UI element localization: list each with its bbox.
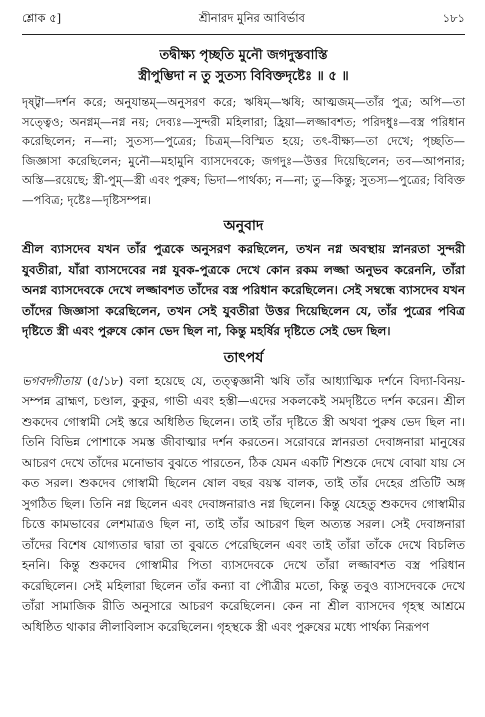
translation-heading: অনুবাদ xyxy=(223,218,264,234)
running-header xyxy=(22,10,465,35)
verse-line-2: স্ত্রীপুম্ভিদা ন তু সুতস্য বিবিক্তদৃষ্টেঃ ॥ ৫ ॥ xyxy=(138,69,349,84)
chapter-title: শ্রীনারদ মুনির আবির্ভাব xyxy=(198,11,305,25)
purport-body: (৫/১৮) বলা হয়েছে যে, তত্ত্বজ্ঞানী ঋষি তাঁর আধ্যাত্মিক দর্শনে বিদ্যা-বিনয়-সম্পন্ন ব্রাহ্মণ, চণ্ডাল, কুকুর, গাভী এবং হস্তী—এদের সকলকেই সমদৃষ্টিতে দর্শন করেন। শ্রীল শুকদেব গোস্বামী সেই স্তরে অধিষ্ঠিত ছিলেন। তাই তাঁর দৃষ্টিতে স্ত্রী অথবা পুরুষ ভেদ ছিল না। তিনি বিভিন্ন পোশাকে সমস্ত জীবাত্মার দর্শন করতেন। সরোবরে স্নানরতা দেবাঙ্গনারা মানুষের আচরণ দেখে তাঁদের মনোভাব বুঝতে পারতেন, ঠিক যেমন একটি শিশুকে দেখে বোঝা যায় সে কত সরল। শুকদেব গোস্বামী ছিলেন ষোল বছর বয়স্ক বালক, তাই তাঁর দেহের প্রতিটি অঙ্গ সুগঠিত ছিল। তিনি নগ্ন ছিলেন এবং দেবাঙ্গনারাও নগ্ন ছিলেন। কিন্তু যেহেতু শুকদেব গোস্বামীর চিত্তে কামভাবের লেশমাত্রও ছিল না, তাই তাঁর আচরণ ছিল অত্যন্ত সরল। সেই দেবাঙ্গনারা তাঁদের বিশেষ যোগ্যতার দ্বারা তা বুঝতে পেরেছিলেন এবং তাই তাঁরা তাঁকে দেখে বিচলিত হননি। কিন্তু শুকদেব গোস্বামীর পিতা ব্যাসদেবকে দেখে তাঁরা লজ্জাবশত বস্ত্র পরিধান করেছিলেন। সেই মহিলারা ছিলেন তাঁর কন্যা বা পৌত্রীর মতো, কিন্তু তবুও ব্যাসদেবকে দেখে তাঁরা সামাজিক রীতি অনুসারে আচরণ করেছিলেন। কেন না শ্রীল ব্যাসদেব গৃহস্থ আশ্রমে অধিষ্ঠিত থাকার লীলাবিলাস করেছিলেন। গৃহস্থকে স্ত্রী এবং পুরুষের মধ্যে পার্থক্য নিরূপণ xyxy=(22,373,465,634)
page-number: ১৮১ xyxy=(442,11,465,25)
sanskrit-verse xyxy=(22,45,465,87)
purport-heading: তাৎপর্য xyxy=(223,349,264,366)
verse-reference: শ্লোক ৫] xyxy=(22,11,62,25)
translation-text: শ্রীল ব্যাসদেব যখন তাঁর পুত্রকে অনুসরণ করছিলেন, তখন নগ্ন অবস্থায় স্নানরতা সুন্দরী যুবতীরা, যাঁরা ব্যাসদেবের নগ্ন যুবক-পুত্রকে দেখে কোন রকম লজ্জা অনুভব করেননি, তাঁরা অনগ্ন ব্যাসদেবকে দেখে লজ্জাবশত তাঁদের বস্ত্র পরিধান করেছিলেন। সেই সম্বন্ধে ব্যাসদেব যখন তাঁদের জিজ্ঞাসা করেছিলেন, তখন সেই যুবতীরা উত্তর দিয়েছিলেন যে, তাঁর পুত্রের পবিত্র দৃষ্টিতে স্ত্রী এবং পুরুষে কোন ভেদ ছিল না, কিন্তু মহর্ষির দৃষ্টিতে সেই ভেদ ছিল। xyxy=(22,242,465,338)
verse-line-1: তদ্বীক্ষ্য পৃচ্ছতি মুনৌ জগদুস্তবাস্তি xyxy=(159,48,328,63)
purport-text xyxy=(22,371,465,638)
purport-source: ভগবদ্গীতায় xyxy=(22,373,81,388)
word-synonyms: দৃষ্ট্বা—দর্শন করে; অনুযান্তম্—অনুসরণ করে; ঋষিম্—ঋষি; আত্মজম্—তাঁর পুত্র; অপি—তা সত্ত্বেও; অনগ্নম্—নগ্ন নয়; দেব্যঃ—সুন্দরী মহিলারা; হ্রিয়া—লজ্জাবশত; পরিদধুঃ—বস্ত্র পরিধান করেছিলেন; ন—না; সুতস্য—পুত্রের; চিত্রম্—বিস্মিত হয়ে; তৎ-বীক্ষ্য—তা দেখে; পৃচ্ছতি—জিজ্ঞাসা করেছিলেন; মুনৌ—মহামুনি ব্যাসদেবকে; জগদুঃ—উত্তর দিয়েছিলেন; তব—আপনার; অস্তি—রয়েছে; স্ত্রী-পুম্—স্ত্রী এবং পুরুষ; ভিদা—পার্থক্য; ন—না; তু—কিন্তু; সুতস্য—পুত্রের; বিবিক্ত—পবিত্র; দৃষ্টেঃ—দৃষ্টিসম্পন্ন। xyxy=(22,95,465,207)
